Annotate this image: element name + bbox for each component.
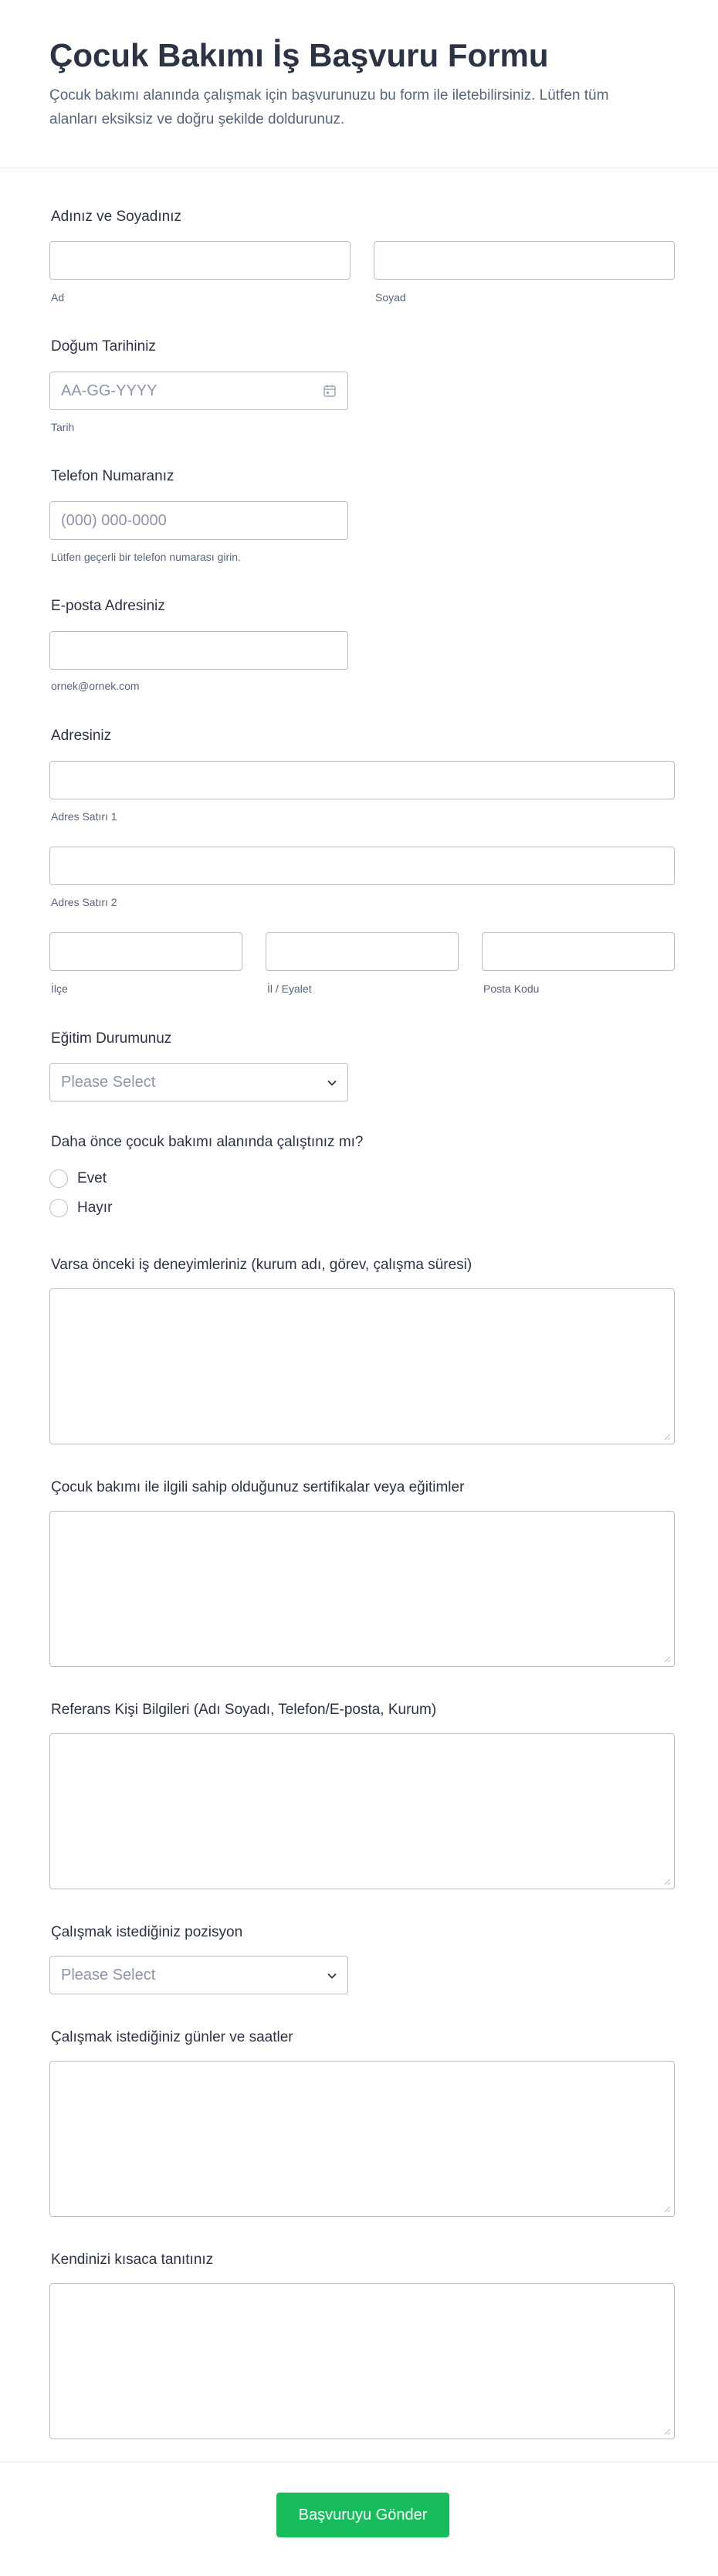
- previous-experience-textarea[interactable]: [49, 1288, 675, 1444]
- birth-date-label: Doğum Tarihiniz: [51, 338, 156, 355]
- first-name-input[interactable]: [49, 241, 351, 280]
- birth-date-input[interactable]: [49, 372, 348, 410]
- address-line1-input[interactable]: [49, 761, 675, 799]
- last-name-input[interactable]: [374, 241, 675, 280]
- position-select[interactable]: [49, 1956, 348, 1994]
- references-textarea[interactable]: [49, 1733, 675, 1889]
- radio-label-yes: Evet: [77, 1170, 107, 1186]
- resize-handle-icon[interactable]: [663, 2428, 671, 2435]
- position-selected-value: Please Select: [61, 1967, 156, 1984]
- address-line2-input[interactable]: [49, 847, 675, 885]
- calendar-icon[interactable]: [323, 384, 337, 398]
- position-label: Çalışmak istediğiniz pozisyon: [51, 1924, 243, 1940]
- resize-handle-icon[interactable]: [663, 1878, 671, 1885]
- first-name-sublabel: Ad: [51, 291, 65, 304]
- address-line2-sublabel: Adres Satırı 2: [51, 896, 117, 908]
- page-title: Çocuk Bakımı İş Başvuru Formu: [49, 37, 549, 73]
- previous-experience-label: Varsa önceki iş deneyimleriniz (kurum adı, görev, çalışma süresi): [51, 1257, 472, 1273]
- radio-option-no[interactable]: [49, 1197, 112, 1219]
- postal-code-sublabel: Posta Kodu: [483, 983, 540, 995]
- certificates-label: Çocuk bakımı ile ilgili sahip olduğunuz sertifikalar veya eğitimler: [51, 1479, 465, 1495]
- education-selected-value: Please Select: [61, 1074, 156, 1091]
- phone-label: Telefon Numaranız: [51, 468, 174, 484]
- references-label: Referans Kişi Bilgileri (Adı Soyadı, Telefon/E-posta, Kurum): [51, 1702, 437, 1718]
- education-select[interactable]: [49, 1063, 348, 1101]
- radio-circle[interactable]: [49, 1169, 68, 1188]
- radio-circle[interactable]: [49, 1199, 68, 1217]
- last-name-sublabel: Soyad: [375, 291, 406, 304]
- education-label: Eğitim Durumunuz: [51, 1030, 172, 1047]
- about-label: Kendinizi kısaca tanıtınız: [51, 2252, 214, 2268]
- schedule-textarea[interactable]: [49, 2061, 675, 2217]
- email-sublabel: ornek@ornek.com: [51, 680, 140, 692]
- phone-sublabel: Lütfen geçerli bir telefon numarası girin.: [51, 551, 241, 563]
- submit-button[interactable]: Başvuruyu Gönder: [276, 2493, 449, 2537]
- district-sublabel: İlçe: [51, 983, 68, 995]
- postal-code-input[interactable]: [482, 932, 675, 971]
- province-sublabel: İl / Eyalet: [267, 983, 312, 995]
- resize-handle-icon[interactable]: [663, 1655, 671, 1663]
- email-input[interactable]: [49, 631, 348, 670]
- experience-question-label: Daha önce çocuk bakımı alanında çalıştınız mı?: [51, 1134, 364, 1150]
- address-line1-sublabel: Adres Satırı 1: [51, 810, 117, 823]
- district-input[interactable]: [49, 932, 242, 971]
- about-textarea[interactable]: [49, 2283, 675, 2439]
- radio-option-yes[interactable]: [49, 1168, 107, 1190]
- address-label: Adresiniz: [51, 728, 112, 744]
- birth-date-sublabel: Tarih: [51, 421, 75, 433]
- phone-input[interactable]: [49, 501, 348, 540]
- email-label: E-posta Adresiniz: [51, 598, 165, 614]
- resize-handle-icon[interactable]: [663, 2205, 671, 2213]
- phone-placeholder: (000) 000-0000: [61, 512, 167, 529]
- name-label: Adınız ve Soyadınız: [51, 209, 181, 225]
- chevron-down-icon: [326, 1970, 338, 1982]
- page-subtitle: Çocuk bakımı alanında çalışmak için başvurunuzu bu form ile iletebilirsiniz. Lütfen tüm alanları eksiksiz ve doğru şekilde doldurunuz.: [49, 87, 609, 127]
- schedule-label: Çalışmak istediğiniz günler ve saatler: [51, 2029, 293, 2045]
- resize-handle-icon[interactable]: [663, 1433, 671, 1441]
- certificates-textarea[interactable]: [49, 1511, 675, 1667]
- province-input[interactable]: [266, 932, 459, 971]
- form-header: [0, 0, 718, 168]
- chevron-down-icon: [326, 1077, 338, 1089]
- radio-label-no: Hayır: [77, 1200, 113, 1216]
- birth-date-placeholder: AA-GG-YYYY: [61, 382, 157, 399]
